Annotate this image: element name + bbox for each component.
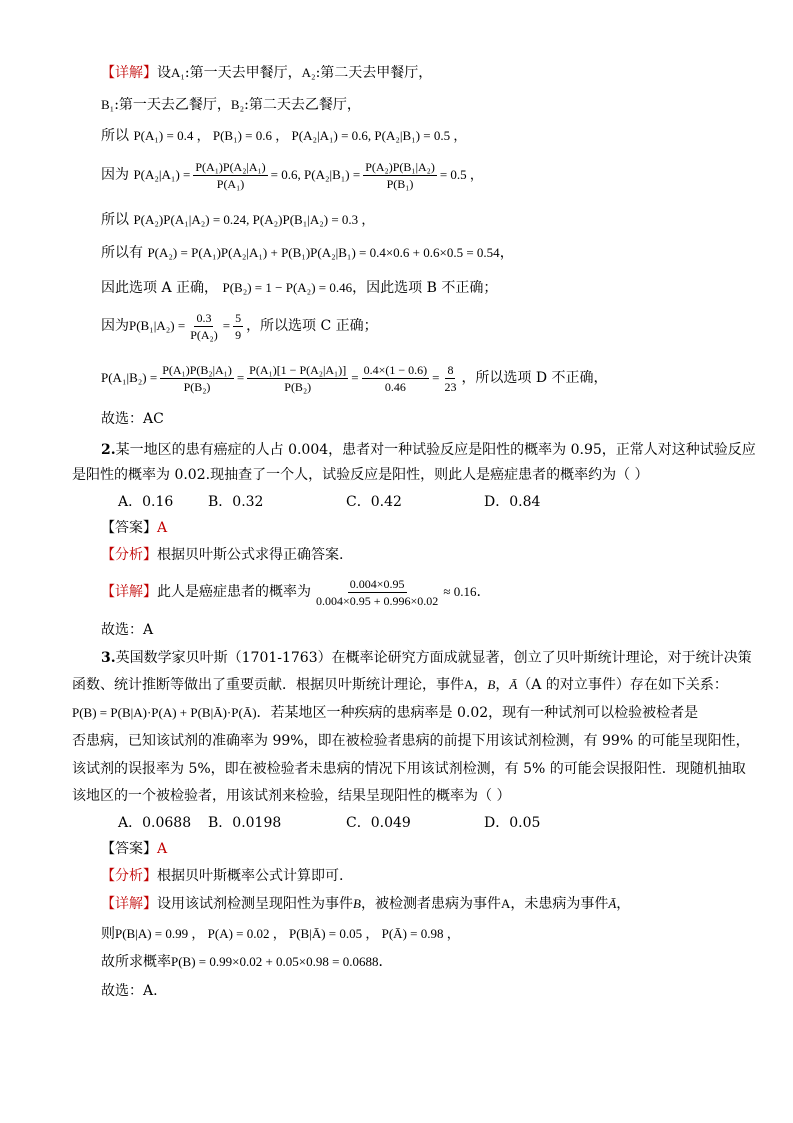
- q3-stem-line4: 否患病，已知该试剂的准确率为 99%，即在被检验者患病的前提下用该试剂检测，有 99% 的可能呈现阳性，: [72, 733, 750, 749]
- q3-analysis: 【分析】根据贝叶斯概率公式计算即可.: [101, 868, 344, 884]
- sol1-line3: 所以 P(A₁) = 0.4 ， P(B₁) = 0.6 ， P(A₂|A₁) = 0.6, P(A₂|B₁) = 0.5 ，: [101, 128, 467, 144]
- q2-detail: 【详解】 此人是癌症患者的概率为 $\frac{0.004\times 0.95}{0.004\times 0.95 + 0.996\times 0.02}$ ≈ 0.16 .: [101, 576, 481, 608]
- answer-tag: 【答案】: [101, 520, 157, 536]
- q3-detail-line3: 故所求概率P(B) = 0.99×0.02 + 0.05×0.98 = 0.0688．: [101, 954, 393, 970]
- sol1-line1: 【详解】设A₁:第一天去甲餐厅，A₂:第二天去甲餐厅，: [101, 65, 433, 81]
- fraction: $\frac{0.4\times(1 - 0.6)}{0.46}$: [363, 362, 428, 394]
- q3-option-a: A．0.0688: [118, 815, 192, 831]
- answer-tag: 【答案】: [101, 841, 157, 857]
- fraction: $\frac{\text{P(A₁)P(A₂|A₁)}}{\text{P(A₁)}}$: [195, 159, 266, 191]
- q3-option-d: D．0.05: [484, 815, 541, 831]
- fraction: $\frac{5}{9}$: [235, 310, 242, 342]
- fraction: $\frac{\text{P(A₂)P(B₁|A₂)}}{\text{P(B₁)}}$: [365, 159, 435, 191]
- q3-stem-line2: 函数、统计推断等做出了重要贡献．根据贝叶斯统计理论，事件A，B，Ā（A 的对立事件）存在如下关系：: [72, 677, 728, 693]
- sol1-line9: P(A₁|B₂) = $\frac{\text{P(A₁)P(B₂|A₁)}}{\text{P(B₂)}}$ = $\frac{\text{P(A₁)[1 − P(A₂|A₁)]}}{\text{P(B₂)}}$ = $\frac{0.4\times(1 - 0.6)}{0.46}$ = $\frac{8}{23}$ ，所以选项 D 不正确，: [101, 362, 608, 394]
- sol1-line7: 因此选项 A 正确， P(B₂) = 1 − P(A₂) = 0.46，因此选项 B 不正确；: [101, 280, 498, 296]
- fraction: $\frac{8}{23}$: [444, 362, 457, 394]
- q3-stem-line3: P(B) = P(B|A)·P(A) + P(B|Ā)·P(Ā)．若某地区一种疾病的患病率是 0.02，现有一种试剂可以检验被检者是: [72, 705, 699, 721]
- sol1-line6: 所以有 P(A₂) = P(A₁)P(A₂|A₁) + P(B₁)P(A₂|B₁) = 0.4×0.6 + 0.6×0.5 = 0.54，: [101, 245, 514, 261]
- fraction: $\frac{\text{P(A₁)[1 − P(A₂|A₁)]}}{\text{P(B₂)}}$: [249, 362, 347, 394]
- detail-tag: 【详解】: [101, 584, 157, 600]
- analysis-tag: 【分析】: [101, 547, 157, 563]
- q3-option-c: C．0.049: [346, 815, 411, 831]
- fraction: $\frac{0.004\times 0.95}{0.004\times 0.95 + 0.996\times 0.02}$: [316, 576, 439, 608]
- q2-option-d: D．0.84: [484, 494, 541, 510]
- q2-stem-line1: 2.某一地区的患有癌症的人占 0.004，患者对一种试验反应是阳性的概率为 0.95，正常人对这种试验反应: [101, 442, 756, 458]
- detail-tag: 【详解】: [101, 65, 157, 81]
- sol1-choice: 故选：AC: [101, 411, 164, 427]
- q3-detail-line1: 【详解】设用该试剂检测呈现阳性为事件B，被检测者患病为事件A，未患病为事件Ā，: [101, 896, 631, 912]
- fraction: $\frac{\text{P(A₁)P(B₂|A₁)}}{\text{P(B₂)}}$: [162, 362, 232, 394]
- q2-choice: 故选：A: [101, 622, 154, 638]
- q2-option-c: C．0.42: [346, 494, 402, 510]
- q3-answer: 【答案】A: [101, 841, 168, 857]
- sol1-line8: 因为 P(B₁|A₂) = $\frac{0.3}{\text{P(A₂)}}$ = $\frac{5}{9}$ ，所以选项 C 正确；: [101, 310, 378, 342]
- question-number: 2.: [101, 442, 116, 458]
- detail-tag: 【详解】: [101, 896, 157, 912]
- fraction: $\frac{0.3}{\text{P(A₂)}}$: [190, 310, 218, 342]
- q3-choice: 故选：A.: [101, 983, 158, 999]
- q2-option-b: B．0.32: [208, 494, 264, 510]
- q2-stem-line2: 是阳性的概率为 0.02.现抽查了一个人，试验反应是阳性，则此人是癌症患者的概率约为（ ）: [72, 467, 649, 483]
- sol1-line4: 因为 P(A₂|A₁) = $\frac{\text{P(A₁)P(A₂|A₁)}}{\text{P(A₁)}}$ = 0.6, P(A₂|B₁) = $\frac{\text{P(A₂)P(B₁|A₂)}}{\text{P(B₁)}}$ = 0.5 ，: [101, 159, 483, 191]
- sol1-line5: 所以 P(A₂)P(A₁|A₂) = 0.24, P(A₂)P(B₁|A₂) = 0.3 ，: [101, 212, 375, 228]
- analysis-tag: 【分析】: [101, 868, 157, 884]
- q2-option-a: A．0.16: [118, 494, 174, 510]
- q3-stem-line5: 该试剂的误报率为 5%，即在被检验者未患病的情况下用该试剂检测，有 5% 的可能会误报阳性．现随机抽取: [72, 761, 746, 777]
- sol1-line2: B₁:第一天去乙餐厅，B₂:第二天去乙餐厅，: [101, 97, 361, 113]
- q2-answer: 【答案】A: [101, 520, 168, 536]
- q3-stem-line1: 3.英国数学家贝叶斯（1701-1763）在概率论研究方面成就显著，创立了贝叶斯统计理论，对于统计决策: [101, 650, 752, 666]
- q2-analysis: 【分析】根据贝叶斯公式求得正确答案.: [101, 547, 344, 563]
- q3-stem-line6: 该地区的一个被检验者，用该试剂来检验，结果呈现阳性的概率为（ ）: [72, 788, 511, 804]
- q3-option-b: B．0.0198: [208, 815, 282, 831]
- question-number: 3.: [101, 650, 116, 666]
- q3-detail-line2: 则P(B|A) = 0.99 ， P(A) = 0.02 ， P(B|Ā) = 0.05 ， P(Ā) = 0.98 ，: [101, 926, 460, 942]
